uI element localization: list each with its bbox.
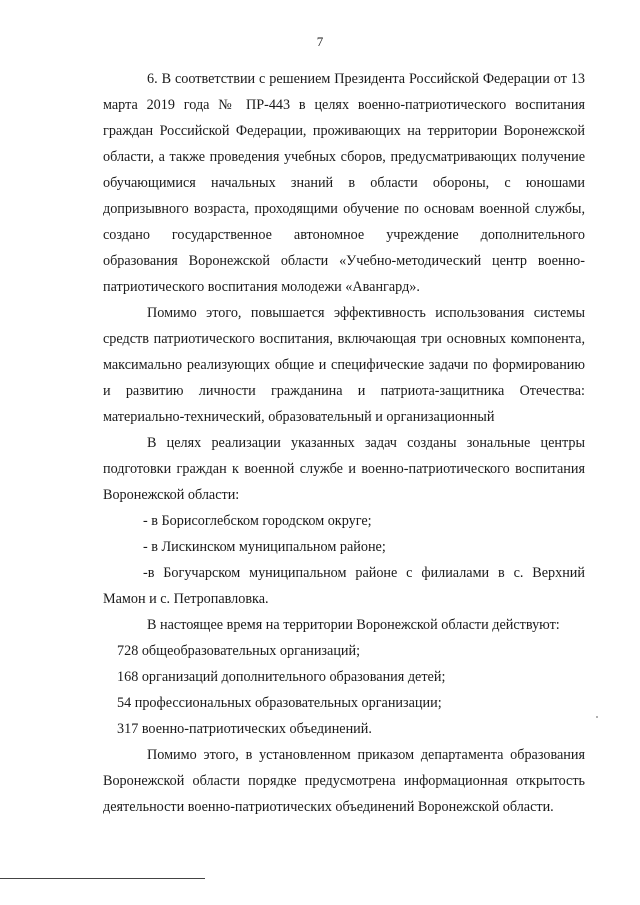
paragraph-decree: 6. В соответствии с решением Президента Российской Федерации от 13 марта 2019 года № ПР-443 в целях военно-патриотического воспитания граждан Российской Федерации, проживающих на территории Воронежской области, а также проведения учебных сборов, предусматривающих получение обучающимися начальных знаний в области обороны, с юношами допризывного возраста, проходящими обучение по основам военной службы, создано государственное автономное учреждение дополнительного образования Воронежской области «Учебно-методический центр военно-патриотического воспитания молодежи «Авангард». <box>103 71 585 295</box>
scan-speck <box>596 716 598 718</box>
paragraph-information-openness: Помимо этого, в установленном приказом департамента образования Воронежской области порядке предусмотрена информационная открытость деятельности военно-патриотических объединений Воронежской области. <box>103 747 585 815</box>
list-item-center: -в Богучарском муниципальном районе с филиалами в с. Верхний Мамон и с. Петропавловка. <box>103 565 585 607</box>
paragraph-current-status: В настоящее время на территории Воронежской области действуют: <box>147 617 560 633</box>
page-number: 7 <box>316 34 324 49</box>
page-body <box>103 66 585 820</box>
stat-item: 54 профессиональных образовательных организации; <box>117 695 442 711</box>
footer-rule <box>0 878 205 879</box>
list-item-center: - в Борисоглебском городском округе; <box>143 513 372 529</box>
list-item-center: - в Лискинском муниципальном районе; <box>143 539 386 555</box>
stat-item: 317 военно-патриотических объединений. <box>117 721 372 737</box>
paragraph-system-components: Помимо этого, повышается эффективность использования системы средств патриотического воспитания, включающая три основных компонента, максимально реализующих общие и специфические задачи по формированию и развитию личности гражданина и патриота-защитника Отечества: материально-технический, образовательный и организационный <box>103 305 585 425</box>
stat-item: 728 общеобразовательных организаций; <box>117 643 361 659</box>
paragraph-zonal-centers: В целях реализации указанных задач созданы зональные центры подготовки граждан к военной службе и военно-патриотического воспитания Воронежской области: <box>103 435 585 503</box>
stat-item: 168 организаций дополнительного образования детей; <box>117 669 446 685</box>
